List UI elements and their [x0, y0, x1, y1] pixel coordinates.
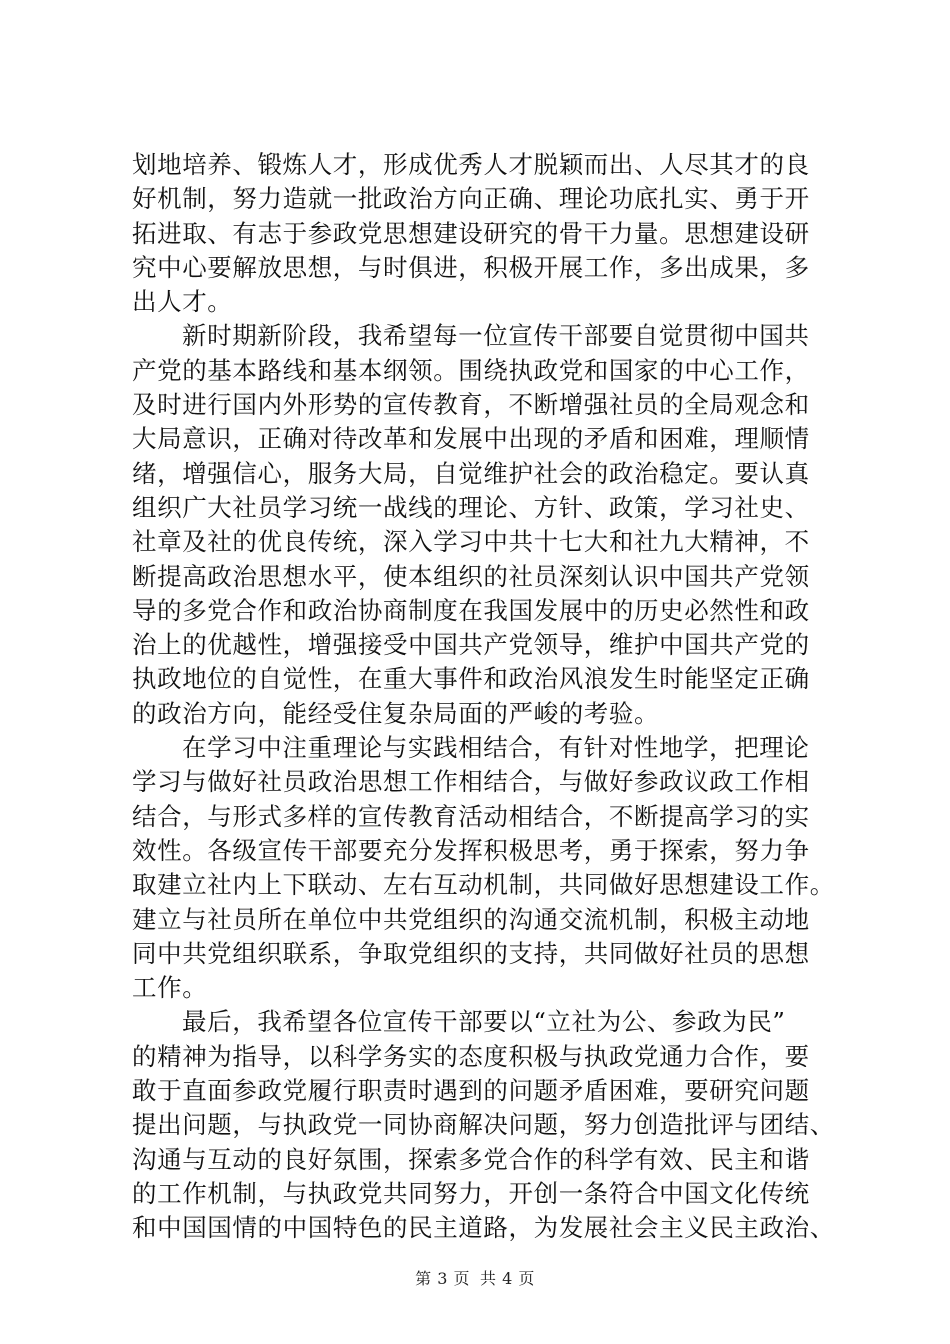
text-line: 的政治方向，能经受住复杂局面的严峻的考验。 [132, 698, 660, 728]
text-line: 治上的优越性，增强接受中国共产党领导，维护中国共产党的 [132, 630, 810, 660]
text-line: 学习与做好社员政治思想工作相结合，与做好参政议政工作相 [132, 767, 810, 797]
text-line: 沟通与互动的良好氛围，探索多党合作的科学有效、民主和谐 [132, 1144, 810, 1174]
text-line: 好机制，努力造就一批政治方向正确、理论功底扎实、勇于开 [132, 184, 810, 214]
text-line: 敢于直面参政党履行职责时遇到的问题矛盾困难，要研究问题 [132, 1076, 810, 1106]
text-line: 划地培养、锻炼人才，形成优秀人才脱颖而出、人尽其才的良 [132, 150, 810, 179]
paragraph-start-line: 最后，我希望各位宣传干部要以“立社为公、参政为民” [182, 1007, 786, 1037]
text-line: 建立与社员所在单位中共党组织的沟通交流机制，积极主动地 [132, 904, 810, 934]
text-line: 及时进行国内外形势的宣传教育，不断增强社员的全局观念和 [132, 390, 810, 420]
text-line: 和中国国情的中国特色的民主道路，为发展社会主义民主政治、 [132, 1213, 835, 1243]
text-line: 同中共党组织联系，争取党组织的支持，共同做好社员的思想 [132, 938, 810, 968]
page-total: 共 4 页 [480, 1269, 535, 1288]
document-body [132, 148, 835, 1246]
text-line: 社章及社的优良传统，深入学习中共十七大和社九大精神，不 [132, 527, 810, 557]
text-line: 取建立社内上下联动、左右互动机制，共同做好思想建设工作。 [132, 870, 835, 900]
text-line: 绪，增强信心，服务大局，自觉维护社会的政治稳定。要认真 [132, 458, 810, 488]
text-line: 效性。各级宣传干部要充分发挥积极思考，勇于探索，努力争 [132, 835, 810, 865]
text-line: 工作。 [132, 973, 208, 1003]
text-line: 组织广大社员学习统一战线的理论、方针、政策，学习社史、 [132, 492, 810, 522]
text-line: 拓进取、有志于参政党思想建设研究的骨干力量。思想建设研 [132, 218, 810, 248]
text-line: 导的多党合作和政治协商制度在我国发展中的历史必然性和政 [132, 595, 810, 625]
paragraph-start-line: 在学习中注重理论与实践相结合，有针对性地学，把理论 [182, 733, 810, 763]
page-footer [0, 1266, 950, 1289]
text-line: 执政地位的自觉性，在重大事件和政治风浪发生时能坚定正确 [132, 664, 810, 694]
page-number: 第 3 页 [415, 1269, 470, 1288]
text-line: 产党的基本路线和基本纲领。围绕执政党和国家的中心工作， [132, 355, 810, 385]
text-line: 结合，与形式多样的宣传教育活动相结合，不断提高学习的实 [132, 801, 810, 831]
text-line: 提出问题，与执政党一同协商解决问题，努力创造批评与团结、 [132, 1110, 835, 1140]
text-line: 的精神为指导，以科学务实的态度积极与执政党通力合作，要 [132, 1041, 810, 1071]
text-line: 究中心要解放思想，与时俱进，积极开展工作，多出成果，多 [132, 252, 810, 282]
paragraph-start-line: 新时期新阶段，我希望每一位宣传干部要自觉贯彻中国共 [182, 321, 810, 351]
text-line: 出人才。 [132, 287, 233, 317]
text-line: 断提高政治思想水平，使本组织的社员深刻认识中国共产党领 [132, 561, 810, 591]
text-line: 的工作机制，与执政党共同努力，开创一条符合中国文化传统 [132, 1178, 810, 1208]
text-line: 大局意识，正确对待改革和发展中出现的矛盾和困难，理顺情 [132, 424, 810, 454]
